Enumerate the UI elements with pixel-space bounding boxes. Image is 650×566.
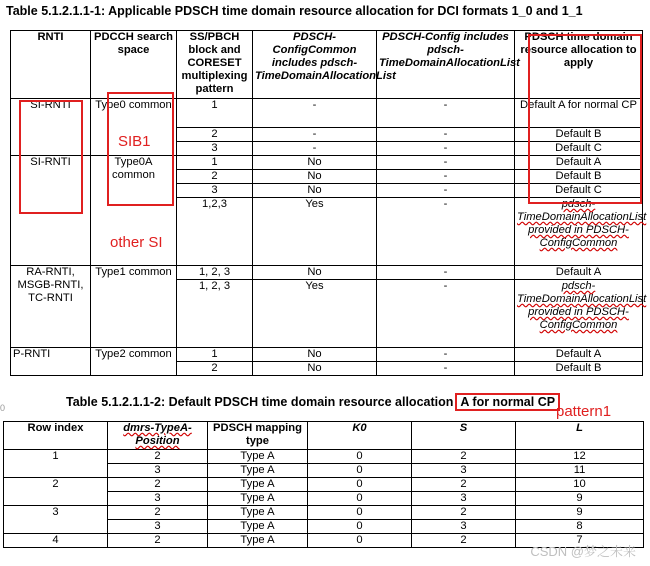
config-cell: - [377,99,515,128]
header-config-common: PDSCH-ConfigCommon includes pdsch-TimeDomainAllocationList [253,31,377,99]
config-common-cell: No [253,184,377,198]
mux-cell: 1 [177,99,253,128]
config-common-cell: No [253,266,377,280]
config-cell: - [377,156,515,170]
mux-cell: 1, 2, 3 [177,266,253,280]
search-space-cell: Type2 common [91,348,177,376]
config-cell: - [377,142,515,156]
table2-body [4,450,644,548]
table-cell: 0 [308,492,412,506]
table-cell: 2 [108,478,208,492]
header-l: L [516,422,644,450]
apply-cell: pdsch-TimeDomainAllocationList provided in PDSCH-ConfigCommon [515,280,643,348]
table-cell: 10 [516,478,644,492]
header-dmrs: dmrs-TypeA-Position [108,422,208,450]
table-cell: Type A [208,534,308,548]
watermark: CSDN @梦之未来 [530,544,636,559]
table-cell: Type A [208,478,308,492]
header-mux-pattern: SS/PBCH block and CORESET multiplexing pattern [177,31,253,99]
mux-cell: 3 [177,184,253,198]
table-cell: 0 [308,506,412,520]
header-mapping-type: PDSCH mapping type [208,422,308,450]
annotation-other-si: other SI [110,234,163,251]
mux-cell: 3 [177,142,253,156]
table-cell: Type A [208,506,308,520]
table-cell: Type A [208,464,308,478]
table-cell: 2 [412,506,516,520]
table-cell: 0 [308,464,412,478]
default-pdsch-table [3,421,644,548]
table-cell: 2 [412,478,516,492]
apply-cell: Default C [515,142,643,156]
table-cell: Type A [208,492,308,506]
table-row [4,478,644,492]
table-cell: 9 [516,492,644,506]
rnti-cell: SI-RNTI [11,99,91,156]
table-cell: 2 [412,534,516,548]
apply-cell: pdsch-TimeDomainAllocationList provided in PDSCH-ConfigCommon [515,198,643,266]
apply-cell: Default A [515,266,643,280]
mux-cell: 2 [177,128,253,142]
config-common-cell: - [253,128,377,142]
config-cell: - [377,184,515,198]
header-rnti: RNTI [11,31,91,99]
apply-cell: Default B [515,362,643,376]
header-apply: PDSCH time domain resource allocation to apply [515,31,643,99]
header-k0: K0 [308,422,412,450]
config-cell: - [377,348,515,362]
row-index-cell: 1 [4,450,108,478]
apply-cell: Default C [515,184,643,198]
table-cell: 3 [108,464,208,478]
config-common-cell: No [253,170,377,184]
annotation-box-rnti [19,100,83,214]
table-cell: 8 [516,520,644,534]
header-config: PDSCH-Config includes pdsch-TimeDomainAllocationList [377,31,515,99]
edge-mark: 0 [0,403,6,413]
table-cell: 3 [108,492,208,506]
table-cell: 3 [412,520,516,534]
config-common-cell: Yes [253,198,377,266]
table1-title: Table 5.1.2.1.1-1: Applicable PDSCH time domain resource allocation for DCI formats 1_0 and 1_1 [6,4,583,18]
annotation-box-apply [528,34,642,204]
config-cell: - [377,362,515,376]
row-index-cell: 3 [4,506,108,534]
rnti-cell: RA-RNTI, MSGB-RNTI, TC-RNTI [11,266,91,348]
header-s: S [412,422,516,450]
header-search-space: PDCCH search space [91,31,177,99]
table-cell: 3 [412,492,516,506]
table-cell: Type A [208,520,308,534]
table-cell: 9 [516,506,644,520]
apply-cell: Default A [515,156,643,170]
table-cell: 7 [516,534,644,548]
row-index-cell: 2 [4,478,108,506]
apply-cell: Default B [515,170,643,184]
annotation-sib1: SIB1 [118,133,151,150]
table-cell: 2 [108,450,208,464]
search-space-cell: Type1 common [91,266,177,348]
config-common-cell: No [253,362,377,376]
table2-title-prefix: Table 5.1.2.1.1-2: Default PDSCH time domain resource allocation [66,395,454,409]
row-index-cell: 4 [4,534,108,548]
apply-cell: Default B [515,128,643,142]
search-space-cell: Type0A common [91,156,177,266]
table-cell: 2 [412,450,516,464]
mux-cell: 2 [177,170,253,184]
config-cell: - [377,280,515,348]
mux-cell: 1 [177,156,253,170]
table-cell: 11 [516,464,644,478]
table-cell: 0 [308,534,412,548]
config-cell: - [377,198,515,266]
table-cell: 3 [412,464,516,478]
config-common-cell: - [253,142,377,156]
annotation-pattern1: pattern1 [556,403,612,420]
apply-cell: Default A [515,348,643,362]
annotation-highlight: A for normal CP [455,393,560,411]
rnti-cell: P-RNTI [11,348,91,376]
table-cell: Type A [208,450,308,464]
rnti-cell: SI-RNTI [11,156,91,266]
table-cell: 0 [308,478,412,492]
config-common-cell: Yes [253,280,377,348]
table-cell: 0 [308,450,412,464]
mux-cell: 1 [177,348,253,362]
apply-cell: Default A for normal CP [515,99,643,128]
mux-cell: 1, 2, 3 [177,280,253,348]
table-row [4,506,644,520]
table-cell: 2 [108,506,208,520]
config-common-cell: No [253,156,377,170]
config-common-cell: - [253,99,377,128]
search-space-cell: Type0 common [91,99,177,156]
table-cell: 0 [308,520,412,534]
table-row [4,450,644,464]
mux-cell: 2 [177,362,253,376]
table-cell: 3 [108,520,208,534]
table-cell: 12 [516,450,644,464]
config-cell: - [377,128,515,142]
config-cell: - [377,266,515,280]
header-row-index: Row index [4,422,108,450]
mux-cell: 1,2,3 [177,198,253,266]
config-cell: - [377,170,515,184]
config-common-cell: No [253,348,377,362]
table-cell: 2 [108,534,208,548]
table2-title [66,395,560,409]
